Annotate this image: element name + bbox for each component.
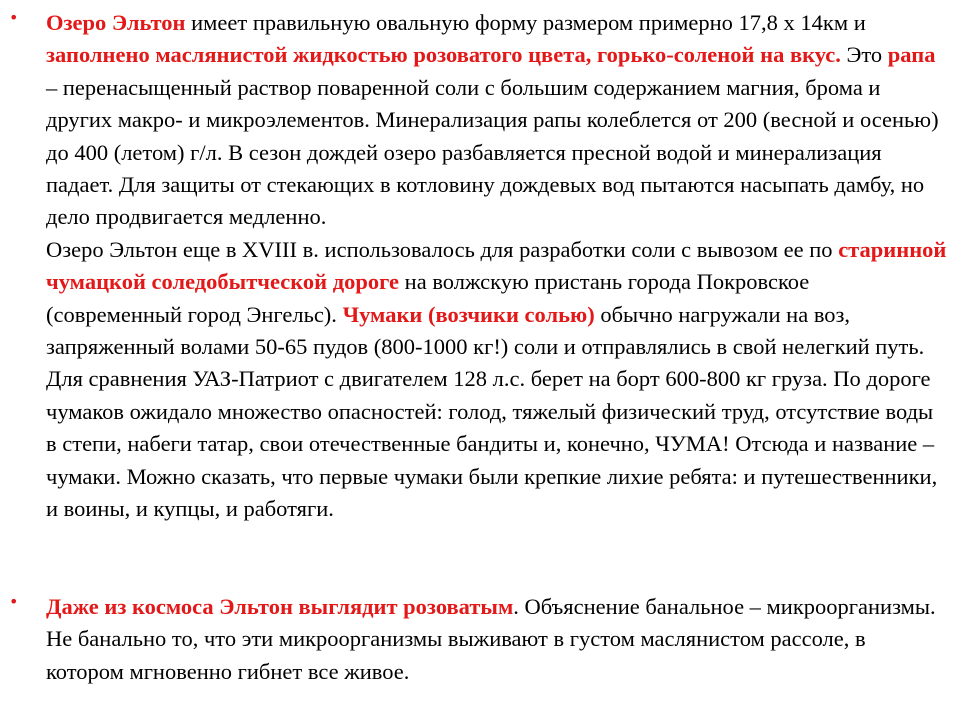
text-run: . Объяснение банальное – микроорганизмы. Не банально то, что эти микроорганизмы выживают в густом маслянистом рассоле, в котором мгновенно гибнет все живое.: [46, 594, 936, 684]
bullet-icon: •: [9, 8, 19, 27]
text-highlight: Чумаки (возчики солью): [342, 301, 595, 327]
text-run: на волжскую пристань города Покровское (современный город Энгельс).: [46, 269, 810, 327]
text-run: – перенасыщенный раствор поваренной соли с большим содержанием магния, брома и других макро- и микроэлементов. Минерализация рапы колеблется от 200 (весной и осенью) до 400 (летом) г/л. В сезон дождей озеро разбавляется пресной водой и минерализация падает. Для защиты от стекающих в котловину дождевых вод пытаются насыпать дамбу, но дело продвигается медленно.: [46, 74, 939, 230]
text-run: имеет правильную овальную форму размером примерно 17,8 х 14км и: [185, 10, 866, 35]
bullet-icon: •: [9, 592, 19, 611]
text-highlight: Даже из космоса Эльтон выглядит розоватым: [46, 594, 514, 619]
text-highlight: рапа: [887, 42, 936, 68]
bullet-paragraph-1: [9, 7, 948, 526]
text-run: Озеро Эльтон еще в XVIII в. использовалось для разработки соли с вывозом ее по: [46, 236, 839, 262]
text-run: Это: [840, 42, 888, 68]
text-highlight: Озеро Эльтон: [46, 10, 186, 35]
text-highlight: старинной чумацкой соледобытческой дороге: [46, 236, 947, 295]
text-highlight: заполнено маслянистой жидкостью розоватого цвета, горько-соленой на вкус.: [46, 42, 841, 68]
bullet-paragraph-2: [9, 591, 948, 688]
text-run: обычно нагружали на воз, запряженный волами 50-65 пудов (800-1000 кг!) соли и отправлялись в свой нелегкий путь. Для сравнения УАЗ-Патриот с двигателем 128 л.с. берет на борт 600-800 кг груза. По дороге чумаков ожидало множество опасностей: голод, тяжелый физический труд, отсутствие воды в степи, набеги татар, свои отечественные бандиты и, конечно, ЧУМА! Отсюда и название – чумаки. Можно сказать, что первые чумаки были крепкие лихие ребята: и путешественники, и воины, и купцы, и работяги.: [46, 301, 938, 522]
